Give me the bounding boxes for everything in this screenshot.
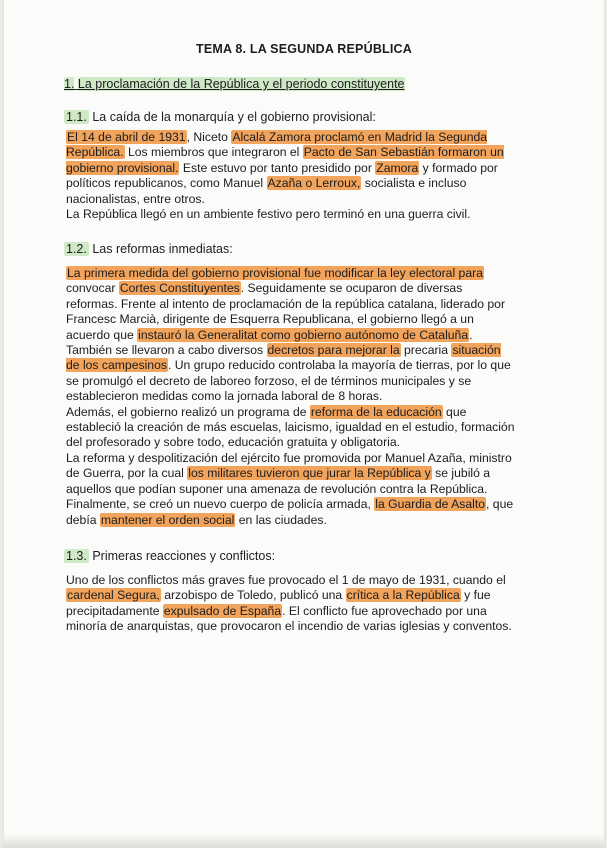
highlight: Zamora (376, 160, 419, 175)
text-run: , que debía (66, 497, 514, 527)
highlight: decretos para mejorar la (267, 343, 400, 358)
highlight: expulsado de España (163, 603, 282, 618)
text-run: . Un grupo reducido controlaba la mayoría de tierras, por lo que se promulgó el decreto de laboreo forzoso, el de términos municipales y se establecieron medidas como la jornada laboral de 8 horas. (66, 358, 511, 404)
text-run: . (469, 327, 473, 342)
highlight: reforma de la educación (310, 404, 442, 419)
highlight: crítica a la República (346, 588, 460, 603)
paragraph-text (66, 497, 516, 528)
text-run: socialista e incluso nacionalistas, entre otros. (66, 176, 467, 206)
highlight: los militares tuvieron que jurar la República y (188, 466, 431, 481)
highlight: la Guardia de Asalto (375, 497, 486, 512)
paragraph-text (66, 573, 516, 635)
paragraph-1-1 (66, 130, 516, 222)
highlight: Cortes Constituyentes (119, 281, 240, 296)
text-run: arzobispo de Toledo, publicó una (160, 588, 346, 603)
subsection-number: 1.3. (66, 549, 87, 563)
subsection-1-1-heading (64, 110, 376, 124)
text-run: , Niceto (186, 130, 232, 144)
highlight: Alcalá Zamora proclamó en Madrid la Segunda República. (66, 130, 488, 160)
text-run: Este estuvo por tanto presidido por (179, 160, 376, 175)
section-number: 1. (64, 77, 75, 91)
text-run: y fue precipitadamente (66, 588, 491, 618)
text-run: . El conflicto fue aprovechado por una minoría de anarquistas, que provocaron el incendio de varias iglesias y conventos. (66, 603, 512, 634)
subsection-title: Primeras reacciones y conflictos: (92, 549, 276, 563)
highlight: situación de los campesinos (66, 343, 501, 373)
highlight: La primera medida del gobierno provisional fue modificar la ley electoral para (67, 266, 483, 280)
text-run: Finalmente, se creó un nuevo cuerpo de policía armada, (66, 497, 375, 512)
paragraph-text (66, 343, 516, 405)
text-run: en las ciudades. (235, 512, 327, 527)
text-run: precaria (400, 343, 452, 358)
text-run: que estableció la creación de más escuelas, laicismo, igualdad en el estudio, formación del profesorado y sobre todo, educación gratuita y obligatoria. (66, 404, 515, 450)
text-run: Uno de los conflictos más graves fue provocado el 1 de mayo de 1931, cuando el (66, 573, 506, 587)
subsection-title: La caída de la monarquía y el gobierno provisional: (92, 110, 376, 124)
section-heading (64, 77, 405, 91)
subsection-1-3-heading (64, 549, 275, 563)
subsection-title: Las reformas inmediatas: (92, 242, 233, 256)
subsection-number: 1.1. (66, 110, 87, 124)
paragraph-text (66, 130, 516, 207)
paragraph-text (66, 405, 516, 451)
text-run: También se llevaron a cabo diversos (66, 343, 267, 358)
highlight: Azaña o Lerroux, (267, 176, 361, 191)
paragraph-1-3 (66, 573, 516, 635)
paragraph-text: La República llegó en un ambiente festivo pero terminó en una guerra civil. (66, 207, 471, 222)
text-run: convocar (66, 281, 119, 296)
text-run: Los miembros que integraron el (124, 145, 303, 160)
subsection-1-2-heading (64, 242, 233, 256)
highlight: El 14 de abril de 1931 (67, 130, 186, 144)
highlight: Pacto de San Sebastián formaron un gobierno provisional. (66, 145, 504, 175)
text-run: . Seguidamente se ocuparon de diversas reformas. Frente al intento de proclamación de la república catalana, liderado por Francesc Marcià, dirigente de Esquerra Republicana, el gobierno llegó a un acuerdo que (66, 281, 505, 342)
highlight: mantener el orden social (100, 512, 235, 527)
page-bottom-edge (4, 834, 604, 848)
highlight: instauró la Generalitat como gobierno autónomo de Cataluña (138, 327, 469, 342)
highlight: cardenal Segura, (67, 588, 160, 603)
text-run: se jubiló a aquellos que podían suponer una amenaza de revolución contra la República. (66, 466, 491, 496)
text-run: Además, el gobierno realizó un programa de (66, 404, 310, 419)
text-run: y formado por políticos republicanos, como Manuel (66, 160, 498, 191)
page-title: TEMA 8. LA SEGUNDA REPÚBLICA (195, 42, 413, 56)
text-run: La reforma y despolitización del ejército fue promovida por Manuel Azaña, ministro de Guerra, por la cual (66, 450, 512, 481)
document-page (4, 0, 604, 848)
subsection-number: 1.2. (66, 242, 87, 256)
paragraph-text (66, 266, 516, 343)
paragraph-1-2 (66, 266, 516, 528)
section-title: La proclamación de la República y el periodo constituyente (77, 77, 405, 91)
paragraph-text (66, 451, 516, 497)
